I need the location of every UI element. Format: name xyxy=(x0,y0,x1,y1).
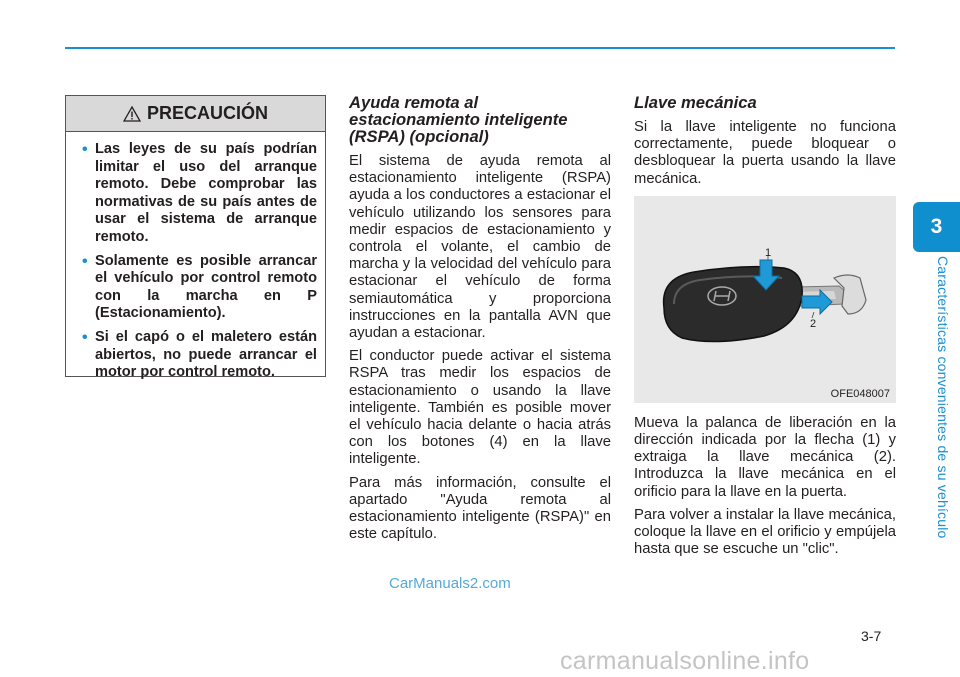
mechanical-key-section xyxy=(634,94,896,564)
mechanical-key-heading: Llave mecánica xyxy=(634,93,757,112)
rspa-heading: Ayuda remota al estacionamiento inteligente (RSPA) (opcional) xyxy=(349,93,568,146)
mechanical-key-paragraph: Para volver a instalar la llave mecánica, coloque la llave en el orificio y empújela hasta que se escuche un "clic". xyxy=(634,506,896,558)
watermark-site[interactable]: CarManuals2.com xyxy=(389,575,511,592)
caution-list xyxy=(66,132,325,382)
rspa-paragraph: Para más información, consulte el apartado "Ayuda remota al estacionamiento inteligente (RSPA)" en este capítulo. xyxy=(349,474,611,543)
caution-item: • Si el capó o el maletero están abiertos, no puede arrancar el motor por control remoto. xyxy=(82,329,317,382)
rspa-section xyxy=(349,94,611,549)
figure-code: OFE048007 xyxy=(830,387,890,400)
callout-1-label: 1 xyxy=(765,246,772,259)
mechanical-key-intro: Si la llave inteligente no funciona correctamente, puede bloquear o desbloquear la puerta usando la llave mecánica. xyxy=(634,119,896,187)
smart-key-illustration xyxy=(634,196,896,403)
callout-2-label: 2 xyxy=(810,317,817,330)
rspa-paragraph: El conductor puede activar el sistema RSPA tras medir los espacios de estacionamiento o usando la llave inteligente. También es posible mover el vehículo hacia delante o hacia atrás con los botones (4) en la llave inteligente. xyxy=(349,348,611,468)
chapter-number: 3 xyxy=(930,215,943,238)
top-rule xyxy=(65,47,895,49)
mechanical-key-paragraph: Mueva la palanca de liberación en la dirección indicada por la flecha (1) y extraiga la llave mecánica (2). Introduzca la llave mecánica en el orificio para la llave en la puerta. xyxy=(634,414,896,500)
smart-key-figure xyxy=(634,196,896,403)
chapter-side-title: Características convenientes de su vehículo xyxy=(935,256,951,539)
caution-title: PRECAUCIÓN xyxy=(146,103,268,123)
page-number: 3-7 xyxy=(861,628,882,644)
rspa-paragraph: El sistema de ayuda remota al estacionamiento inteligente (RSPA) ayuda a los conductores a estacionar el vehículo utilizando los sensores para medir espacios de estacionamiento y controla el volante, el cambio de marcha y la velocidad del vehículo para estacionar el vehículo de forma semiautomática y proporciona instrucciones en la pantalla AVN que ayudan a estacionar. xyxy=(349,153,611,342)
caution-item: • Las leyes de su país podrían limitar el uso del arranque remoto. Debe comprobar las normativas de su país antes de usar el sistema de arranque remoto. xyxy=(82,141,317,247)
watermark-bottom: carmanualsonline.info xyxy=(560,647,810,675)
warning-triangle-icon xyxy=(123,106,141,122)
caution-header xyxy=(66,96,325,132)
chapter-number-tab[interactable] xyxy=(913,202,960,252)
caution-box xyxy=(65,95,326,381)
caution-item: • Solamente es posible arrancar el vehículo por control remoto con la marcha en P (Estacionamiento). xyxy=(82,253,317,323)
